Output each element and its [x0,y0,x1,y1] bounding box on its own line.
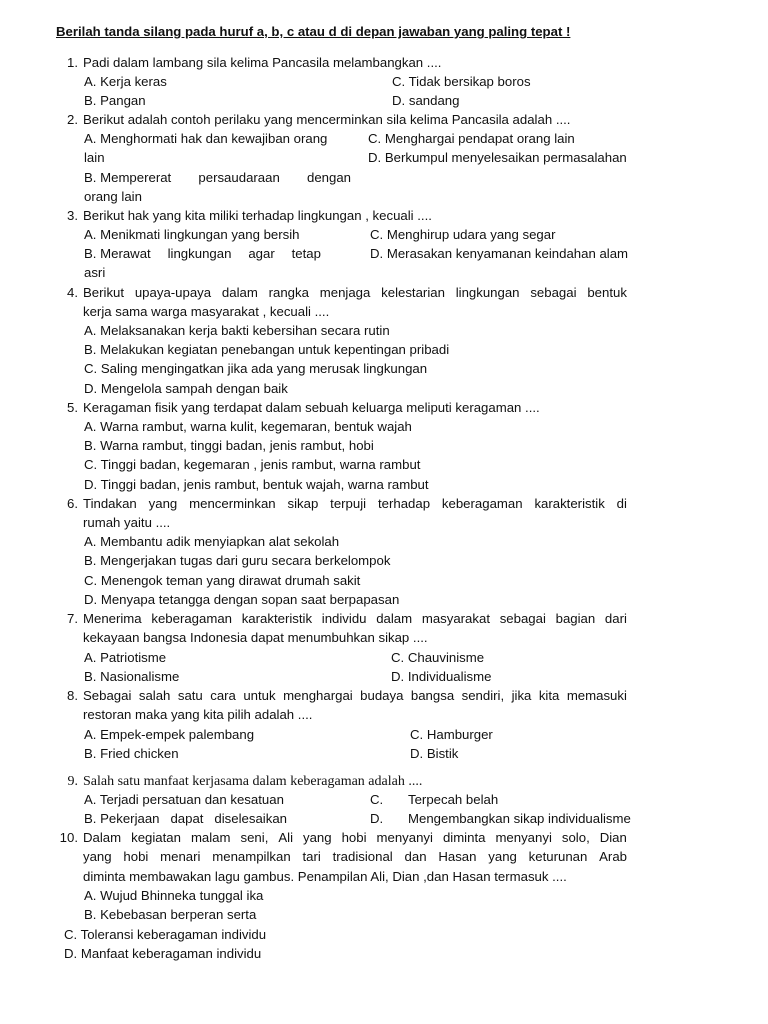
option-a: A. Wujud Bhinneka tunggal ika [84,888,264,903]
option-b [84,809,287,828]
word: terhadap [377,496,431,511]
word: menyanyi [376,830,433,845]
word: persaudaraan [198,170,280,185]
option-b-continuation: orang lain [84,189,142,204]
word: tetap [291,246,321,261]
instruction-heading: Berilah tanda silang pada huruf a, b, c atau d di depan jawaban yang paling tepat ! [56,24,571,39]
question-number: 7. [67,611,78,626]
word: Hasan [438,849,477,864]
question-number: 5. [67,400,78,415]
question-text: Berikut adalah contoh perilaku yang mencerminkan sila kelima Pancasila adalah .... [83,112,571,127]
option-b: B. Mengerjakan tugas dari guru secara berkelompok [84,553,391,568]
question-number: 10. [59,830,78,845]
question-text [83,494,627,513]
word: hobi [123,849,149,864]
option-b-continuation: asri [84,265,106,280]
question-text-line2 [83,847,627,866]
option-c: C. Menengok teman yang dirawat drumah sakit [84,573,361,588]
word: mencerminkan [189,496,276,511]
option-c-letter: C. [370,792,384,807]
word: B. Pekerjaan [84,811,160,826]
question-text-continuation: kekayaan bangsa Indonesia dapat menumbuhkan sikap .... [83,630,428,645]
option-d: D. Individualisme [391,669,492,684]
word: menghargai [283,688,353,703]
word: Tindakan [83,496,137,511]
word: tradisional [332,849,393,864]
word: bentuk [587,285,627,300]
word: kegiatan [131,830,181,845]
question-number: 3. [67,208,78,223]
word: Dian [599,830,627,845]
option-d: D. sandang [392,93,460,108]
option-b: B. Fried chicken [84,746,179,761]
option-a: A. Kerja keras [84,74,167,89]
option-c: C. Menghirup udara yang segar [370,227,556,242]
option-c: Terpecah belah [408,792,499,807]
option-a-continuation: lain [84,150,105,165]
word: satu [177,688,203,703]
option-b: B. Pangan [84,93,146,108]
question-text [83,828,627,847]
word: sendiri, [461,688,505,703]
word: memasuki [566,688,627,703]
word: kita [538,688,560,703]
option-a: A. Menghormati hak dan kewajiban orang [84,131,328,146]
word: menampilkan [212,849,291,864]
question-number: 1. [67,55,78,70]
word: bagian [555,611,596,626]
word: menjaga [319,285,371,300]
option-b [84,244,321,263]
word: Dalam [83,830,122,845]
word: rangka [268,285,309,300]
option-c: C. Chauvinisme [391,650,485,665]
word: individu [321,611,367,626]
word: Menerima [83,611,142,626]
word: sikap [287,496,319,511]
option-c: C. Tinggi badan, kegemaran , jenis rambut, warna rambut [84,457,421,472]
word: kelestarian [381,285,445,300]
option-d: D. Bistik [410,746,459,761]
option-d: D. Menyapa tetangga dengan sopan saat berpapasan [84,592,400,607]
word: budaya [360,688,404,703]
word: di [616,496,627,511]
option-b: B. Nasionalisme [84,669,180,684]
word: solo, [561,830,590,845]
word: karakteristik [241,611,313,626]
word: dapat [170,811,204,826]
option-d: D. Berkumpul menyelesaikan permasalahan [368,150,627,165]
word: Ali [278,830,293,845]
word: lingkungan [167,246,232,261]
word: Sebagai [83,688,132,703]
question-text-continuation: kerja sama warga masyarakat , kecuali .... [83,304,330,319]
option-d: D. Merasakan kenyamanan keindahan alam [370,246,629,261]
word: salah [138,688,171,703]
word: malam [190,830,231,845]
option-b: B. Warna rambut, tinggi badan, jenis rambut, hobi [84,438,374,453]
word: dengan [306,170,351,185]
option-a: A. Terjadi persatuan dan kesatuan [84,792,284,807]
word: terpuji [330,496,367,511]
question-number: 2. [67,112,78,127]
option-d-letter: D. [370,811,384,826]
question-text: Keragaman fisik yang terdapat dalam sebuah keluarga meliputi keragaman .... [83,400,540,415]
option-b: B. Kebebasan berperan serta [84,907,257,922]
question-number: 6. [67,496,78,511]
word: seni, [240,830,269,845]
word: jika [511,688,532,703]
word: masyarakat [421,611,490,626]
question-number: 4. [67,285,78,300]
option-b: B. Melakukan kegiatan penebangan untuk kepentingan pribadi [84,342,450,357]
option-d: D. Mengelola sampah dengan baik [84,381,288,396]
word: cara [210,688,236,703]
question-text [83,283,627,302]
word: dalam [376,611,413,626]
option-b [84,168,351,187]
word: B. Mempererat [84,170,172,185]
question-text [83,609,627,628]
word: keberagaman [441,496,523,511]
word: keberagaman [151,611,232,626]
option-a: A. Menikmati lingkungan yang bersih [84,227,300,242]
word: dan [404,849,427,864]
word: tari [302,849,321,864]
word: yang [83,849,112,864]
option-d: D. Manfaat keberagaman individu [64,946,262,961]
option-c: C. Saling mengingatkan jika ada yang merusak lingkungan [84,361,428,376]
option-c: C. Hamburger [410,727,493,742]
word: lingkungan [455,285,520,300]
question-text-line3: diminta membawakan lagu gambus. Penampilan Ali, Dian ,dan Hasan termasuk .... [83,869,567,884]
option-c: C. Tidak bersikap boros [392,74,531,89]
word: bangsa [410,688,455,703]
word: agar [248,246,275,261]
word: B. Merawat [84,246,151,261]
option-a: A. Warna rambut, warna kulit, kegemaran, bentuk wajah [84,419,412,434]
question-text [83,686,627,705]
question-text-continuation: rumah yaitu .... [83,515,171,530]
word: dari [604,611,627,626]
word: hobi [341,830,367,845]
word: untuk [243,688,276,703]
question-number: 9. [67,774,78,789]
word: dalam [221,285,258,300]
question-text: Salah satu manfaat kerjasama dalam keberagaman adalah .... [83,774,423,789]
word: sebagai [499,611,546,626]
word: sebagai [530,285,577,300]
question-text: Berikut hak yang kita miliki terhadap lingkungan , kecuali .... [83,208,432,223]
option-a: A. Membantu adik menyiapkan alat sekolah [84,534,340,549]
word: keturunan [528,849,588,864]
option-a: A. Empek-empek palembang [84,727,255,742]
word: upaya-upaya [134,285,212,300]
word: menyanyi [495,830,552,845]
question-text: Padi dalam lambang sila kelima Pancasila melambangkan .... [83,55,442,70]
word: Berikut [83,285,125,300]
option-a: A. Melaksanakan kerja bakti kebersihan secara rutin [84,323,390,338]
option-a: A. Patriotisme [84,650,167,665]
word: menari [160,849,201,864]
option-d: Mengembangkan sikap individualisme [408,811,631,826]
option-c: C. Menghargai pendapat orang lain [368,131,575,146]
question-number: 8. [67,688,78,703]
word: yang [302,830,332,845]
word: yang [148,496,178,511]
word: karakteristik [534,496,605,511]
option-d: D. Tinggi badan, jenis rambut, bentuk wajah, warna rambut [84,477,429,492]
word: yang [488,849,517,864]
word: diminta [442,830,486,845]
word: diselesaikan [214,811,287,826]
option-c: C. Toleransi keberagaman individu [64,927,267,942]
question-text-continuation: restoran maka yang kita pilih adalah .... [83,707,313,722]
word: Arab [599,849,627,864]
